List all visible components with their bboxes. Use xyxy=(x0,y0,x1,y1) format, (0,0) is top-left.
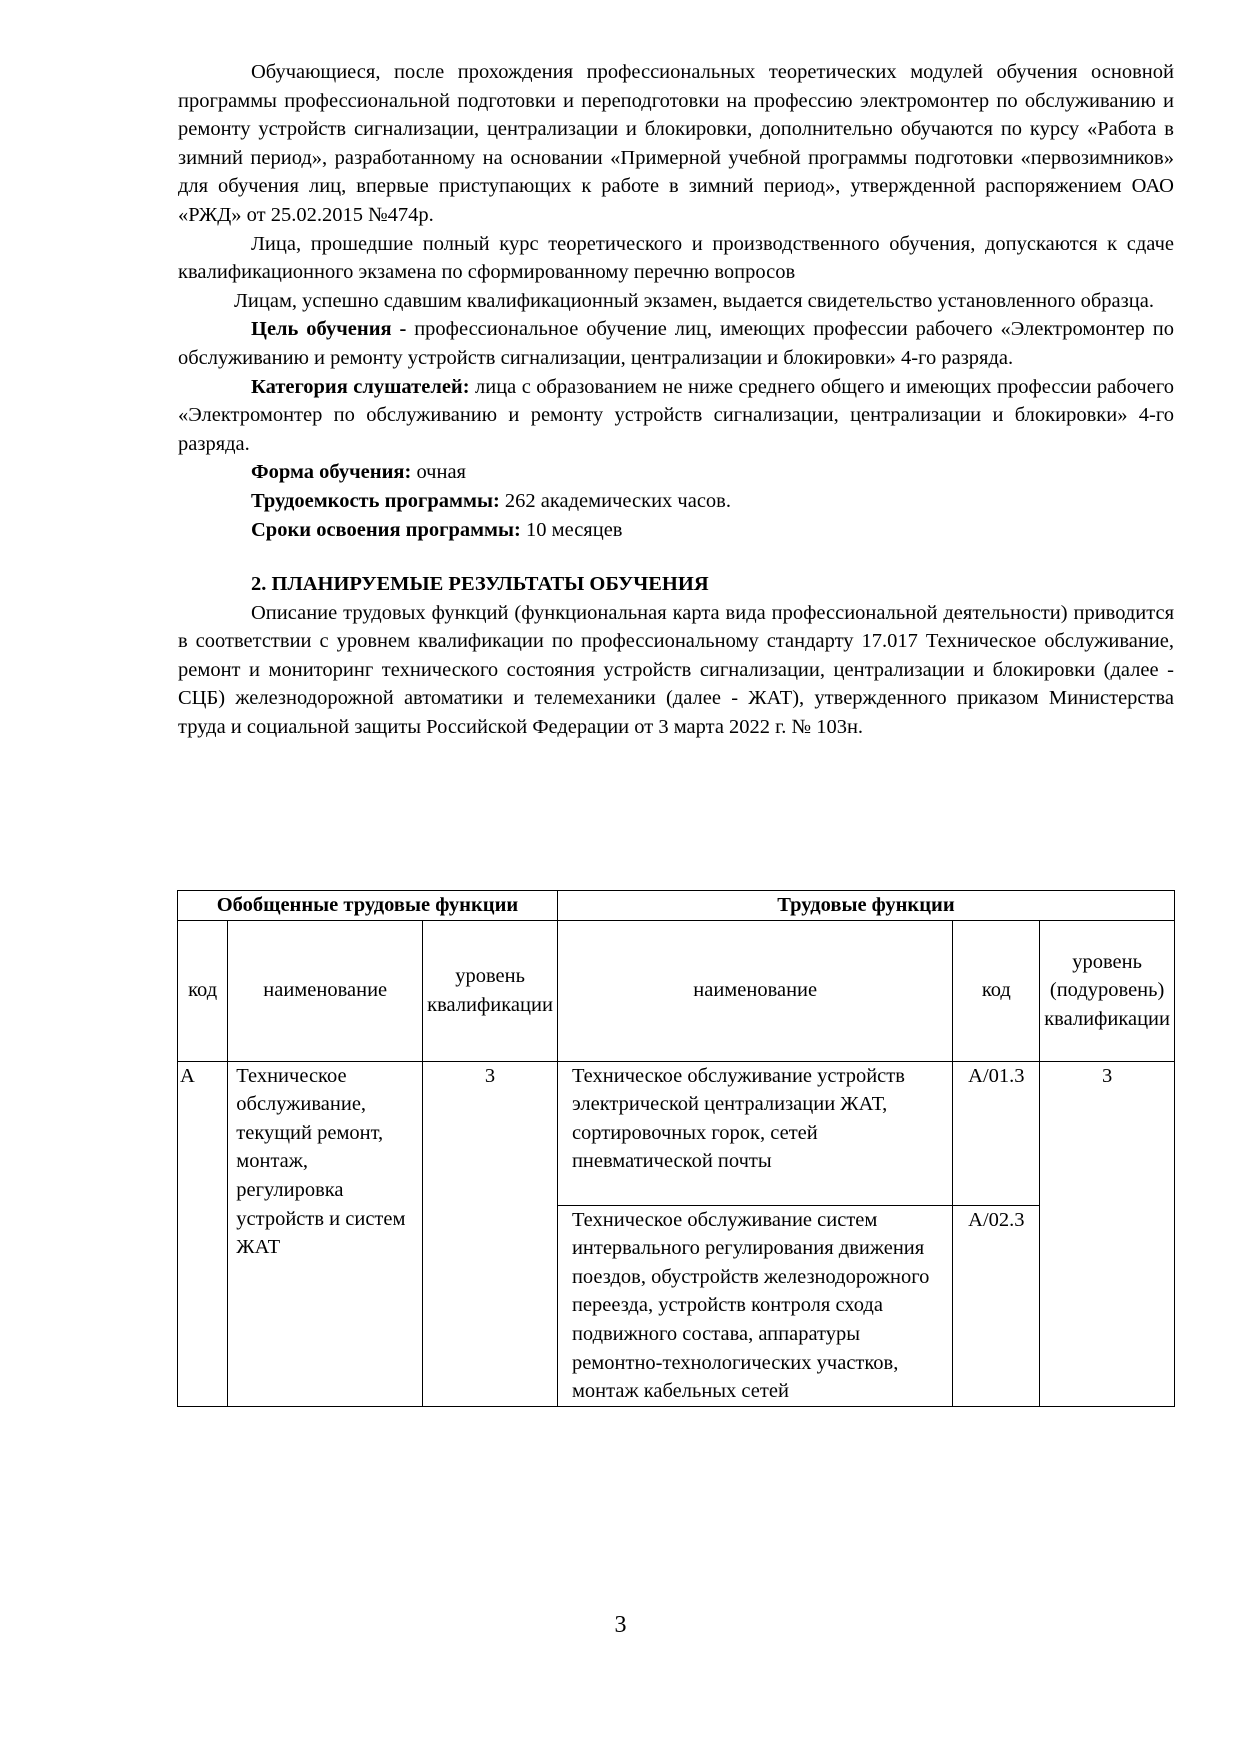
group-header-functions: Трудовые функции xyxy=(557,891,1174,921)
category-text: лица с образованием не ниже среднего общего и имеющих профессии рабочего «Электромонтер по обслуживанию и ремонту устройств сигнализации, централизации и блокировки» 4-го разряда. xyxy=(178,375,1174,455)
paragraph-functions-description: Описание трудовых функций (функциональная карта вида профессиональной деятельности) приводится в соответствии с уровнем квалификации по профессиональному стандарту 17.017 Техническое обслуживание, ремонт и мониторинг технического состояния устройств сигнализации, централизации и блокировки (далее - СЦБ) железнодорожной автоматики и телемеханики (далее - ЖАТ), утвержденного приказом Министерства труда и социальной защиты Российской Федерации от 3 марта 2022 г. № 103н. xyxy=(178,601,1174,739)
column-header-level: уровень квалификации xyxy=(423,920,558,1061)
paragraph-exam-admission: Лица, прошедшие полный курс теоретического и производственного обучения, допускаются к сдаче квалификационного экзамена по сформированному перечню вопросов xyxy=(178,232,1174,284)
program-workload: Трудоемкость программы: 262 академических часов. xyxy=(251,489,731,512)
paragraph-continued-training: Обучающиеся, после прохождения профессиональных теоретических модулей обучения основной программы профессиональной подготовки и переподготовки на профессию электромонтер по обслуживанию и ремонту устройств сигнализации, централизации и блокировки, дополнительно обучаются по курсу «Работа в зимний период», разработанному на основании «Примерной учебной программы подготовки «первозимников» для обучения лиц, впервые приступающих к работе в зимний период», утвержденной распоряжением ОАО «РЖД» от 25.02.2015 №474р. xyxy=(178,61,1174,226)
goal-label: Цель обучения - xyxy=(251,318,407,341)
function-name: Техническое обслуживание устройств электрической централизации ЖАТ, сортировочных горок, сетей пневматической почты xyxy=(557,1061,953,1205)
functional-map-table xyxy=(177,890,1175,1407)
program-duration: Сроки освоения программы: 10 месяцев xyxy=(251,518,623,541)
section-title: 2. ПЛАНИРУЕМЫЕ РЕЗУЛЬТАТЫ ОБУЧЕНИЯ xyxy=(251,573,709,596)
category-label: Категория слушателей: xyxy=(251,375,470,398)
paragraph-goal xyxy=(178,315,1174,372)
paragraph-certificate: Лицам, успешно сдавшим квалификационный экзамен, выдается свидетельство установленного образца. xyxy=(234,289,1154,312)
function-level: 3 xyxy=(1040,1061,1175,1406)
document-page xyxy=(178,58,1174,742)
column-header-function-code: код xyxy=(953,920,1040,1061)
gtf-name: Техническое обслуживание, текущий ремонт, монтаж, регулировка устройств и систем ЖАТ xyxy=(228,1061,423,1406)
goal-text: профессиональное обучение лиц, имеющих профессии рабочего «Электромонтер по обслуживанию и ремонту устройств сигнализации, централизации и блокировки» 4-го разряда. xyxy=(178,318,1174,369)
function-name: Техническое обслуживание систем интервального регулирования движения поездов, обустройств железнодорожного переезда, устройств контроля схода подвижного состава, аппаратуры ремонтно-технологических участков, монтаж кабельных сетей xyxy=(557,1205,953,1406)
group-header-generalized: Обобщенные трудовые функции xyxy=(178,891,558,921)
table-row xyxy=(178,1061,1175,1205)
column-header-code: код xyxy=(178,920,228,1061)
function-code: A/02.3 xyxy=(953,1205,1040,1406)
column-header-name: наименование xyxy=(228,920,423,1061)
training-form: Форма обучения: очная xyxy=(251,461,466,484)
page-number: 3 xyxy=(614,1612,627,1638)
column-header-function-level: уровень (подуровень) квалификации xyxy=(1040,920,1175,1061)
paragraph-category xyxy=(178,373,1174,459)
gtf-code: A xyxy=(178,1061,228,1406)
column-header-function-name: наименование xyxy=(557,920,953,1061)
function-code: A/01.3 xyxy=(953,1061,1040,1205)
gtf-level: 3 xyxy=(423,1061,558,1406)
